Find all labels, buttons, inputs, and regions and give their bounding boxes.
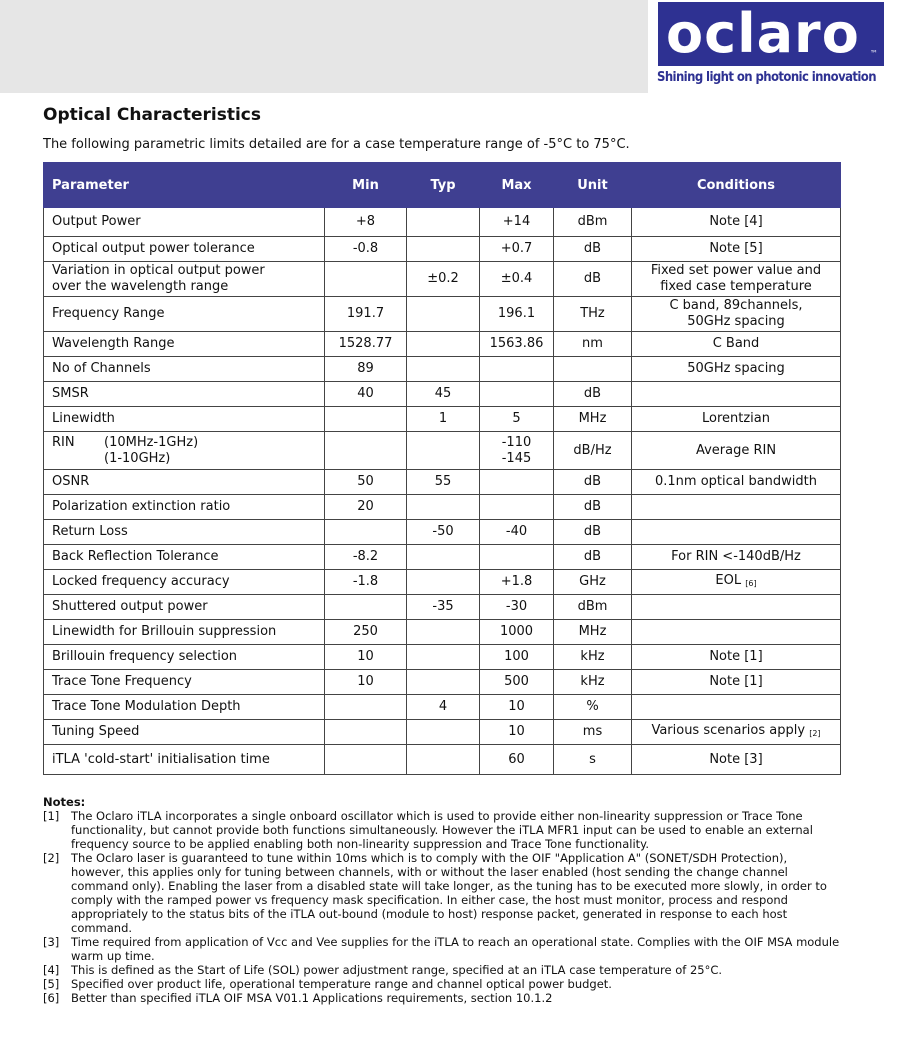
note-text: This is defined as the Start of Life (SOL) power adjustment range, specified at an iTLA case temperature of 25°C. [71,963,723,977]
conditions-cell [632,720,841,745]
typ-cell [407,332,480,357]
typ-cell: ±0.2 [407,262,480,297]
min-cell: 89 [325,357,407,382]
max-cell: 10 [480,720,554,745]
unit-cell: dB [554,495,632,520]
min-cell: 20 [325,495,407,520]
conditions-text: Lorentzian [701,411,770,426]
conditions-text: 50GHz spacing [687,361,785,376]
column-header: Min [325,163,407,208]
max-cell: 196.1 [480,297,554,332]
table-row [44,520,841,545]
unit-cell: THz [554,297,632,332]
min-cell [325,432,407,470]
parameter-cell: Polarization extinction ratio [44,495,325,520]
max-cell: 10 [480,695,554,720]
table-row [44,470,841,495]
conditions-cell [632,332,841,357]
conditions-text: For RIN <-140dB/Hz [671,549,801,564]
min-cell [325,595,407,620]
notes-title: Notes: [43,795,86,809]
min-cell [325,262,407,297]
typ-cell: 55 [407,470,480,495]
parameter-cell: OSNR [44,470,325,495]
note-text: The Oclaro iTLA incorporates a single onboard oscillator which is used to provide either non-linearity suppression or Trace Tone functionality, but cannot provide both functions simultaneously. However the iTLA MFR1 input can be used to enable an external frequency source to be applied enabling both non-linearity suppression and Trace Tone functionality. [71,809,813,851]
note-item [43,809,843,851]
typ-cell [407,432,480,470]
typ-cell [407,297,480,332]
conditions-cell [632,495,841,520]
min-cell: 191.7 [325,297,407,332]
parameter-cell: Variation in optical output power over the wavelength range [44,262,325,297]
notes-section [43,795,843,1005]
note-number: [5] [43,977,60,991]
max-cell: 100 [480,645,554,670]
table-row [44,745,841,775]
typ-cell: 4 [407,695,480,720]
min-cell: 50 [325,470,407,495]
conditions-cell [632,382,841,407]
min-cell: 250 [325,620,407,645]
max-cell: -110 -145 [480,432,554,470]
unit-cell: dBm [554,208,632,237]
conditions-text: Note [1] [709,649,763,664]
min-cell: +8 [325,208,407,237]
parameter-cell: Back Reflection Tolerance [44,545,325,570]
max-cell: +14 [480,208,554,237]
note-number: [6] [43,991,60,1005]
conditions-text: Note [5] [709,241,763,256]
min-cell: 10 [325,645,407,670]
conditions-cell [632,620,841,645]
typ-cell [407,208,480,237]
min-cell: -1.8 [325,570,407,595]
table-row [44,262,841,297]
unit-cell: dB [554,545,632,570]
conditions-text: C Band [712,336,760,351]
optical-characteristics-table [43,162,841,775]
max-cell: 500 [480,670,554,695]
typ-cell [407,570,480,595]
typ-cell [407,495,480,520]
parameter-cell: Linewidth for Brillouin suppression [44,620,325,645]
typ-cell [407,670,480,695]
max-cell [480,470,554,495]
parameter-label: RIN [52,434,75,450]
conditions-text: Note [3] [709,751,763,767]
note-item [43,935,843,963]
typ-cell [407,720,480,745]
typ-cell [407,745,480,775]
typ-cell [407,357,480,382]
trademark-icon: ™ [870,49,878,58]
conditions-cell [632,670,841,695]
column-header: Unit [554,163,632,208]
note-text: Time required from application of Vcc and Vee supplies for the iTLA to reach an operational state. Complies with the OIF MSA module warm up time. [71,935,840,963]
unit-cell: dB [554,237,632,262]
min-cell: 1528.77 [325,332,407,357]
conditions-text: 0.1nm optical bandwidth [654,474,818,489]
max-cell [480,382,554,407]
min-cell: 40 [325,382,407,407]
max-cell: -30 [480,595,554,620]
parameter-cell: iTLA 'cold-start' initialisation time [44,745,325,775]
min-cell: -0.8 [325,237,407,262]
table-row [44,495,841,520]
footnote-ref: [6] [745,578,757,588]
header-band [0,0,648,93]
unit-cell: dB [554,262,632,297]
table-row [44,432,841,470]
unit-cell: kHz [554,645,632,670]
conditions-text: Note [4] [709,214,763,229]
column-header: Parameter [44,163,325,208]
conditions-cell [632,432,841,470]
max-cell [480,495,554,520]
typ-cell: 1 [407,407,480,432]
logo-wordmark: oclaro [666,2,860,65]
note-number: [4] [43,963,60,977]
min-cell [325,720,407,745]
conditions-cell [632,520,841,545]
parameter-cell: Shuttered output power [44,595,325,620]
min-cell: 10 [325,670,407,695]
unit-cell [554,357,632,382]
max-cell: 60 [480,745,554,775]
parameter-cell: Frequency Range [44,297,325,332]
note-item [43,977,843,991]
max-cell [480,357,554,382]
min-cell [325,695,407,720]
table-row [44,545,841,570]
conditions-cell [632,645,841,670]
unit-cell: % [554,695,632,720]
parameter-cell: Return Loss [44,520,325,545]
conditions-cell [632,262,841,297]
unit-cell: dB [554,520,632,545]
conditions-text: Fixed set power value and fixed case temperature [650,263,822,294]
section-title: Optical Characteristics [43,105,261,125]
intro-text: The following parametric limits detailed are for a case temperature range of -5°C to 75°C. [43,137,630,152]
unit-cell: dB [554,382,632,407]
table-row [44,407,841,432]
parameter-cell: No of Channels [44,357,325,382]
max-cell: +1.8 [480,570,554,595]
table-header-row [44,163,841,208]
conditions-cell [632,570,841,595]
conditions-text: Note [1] [709,674,763,689]
footnote-ref: [2] [809,728,821,738]
note-text: Specified over product life, operational temperature range and channel optical power budget. [71,977,612,991]
note-number: [3] [43,935,60,949]
note-item [43,991,843,1005]
note-item [43,851,843,935]
table-row [44,357,841,382]
unit-cell: ms [554,720,632,745]
conditions-cell [632,208,841,237]
table-row [44,570,841,595]
conditions-text: Various scenarios apply [651,722,806,738]
column-header: Conditions [632,163,841,208]
typ-cell [407,237,480,262]
column-header: Max [480,163,554,208]
unit-cell: s [554,745,632,775]
note-item [43,963,843,977]
conditions-text: Average RIN [695,442,777,458]
column-header: Typ [407,163,480,208]
table-row [44,595,841,620]
parameter-cell: Trace Tone Frequency [44,670,325,695]
parameter-cell: Brillouin frequency selection [44,645,325,670]
max-cell: 1563.86 [480,332,554,357]
conditions-cell [632,297,841,332]
note-number: [1] [43,809,60,823]
table-row [44,645,841,670]
conditions-text: C band, 89channels, 50GHz spacing [669,298,803,329]
table-row [44,670,841,695]
typ-cell [407,645,480,670]
unit-cell: dB/Hz [554,432,632,470]
conditions-cell [632,745,841,775]
max-cell: ±0.4 [480,262,554,297]
min-cell [325,407,407,432]
conditions-text: EOL [715,572,742,588]
parameter-cell: Output Power [44,208,325,237]
conditions-cell [632,470,841,495]
parameter-cell: Linewidth [44,407,325,432]
min-cell [325,745,407,775]
note-number: [2] [43,851,60,865]
notes-list [43,809,843,1005]
unit-cell: kHz [554,670,632,695]
typ-cell [407,545,480,570]
unit-cell: dBm [554,595,632,620]
parameter-cell [44,432,325,470]
parameter-cell: Trace Tone Modulation Depth [44,695,325,720]
unit-cell: nm [554,332,632,357]
logo-tagline: Shining light on photonic innovation [657,70,876,85]
unit-cell: MHz [554,620,632,645]
parameter-cell: Wavelength Range [44,332,325,357]
max-cell: +0.7 [480,237,554,262]
table-row [44,382,841,407]
table-row [44,332,841,357]
table-row [44,237,841,262]
conditions-cell [632,357,841,382]
unit-cell: dB [554,470,632,495]
conditions-cell [632,407,841,432]
parameter-cell: Tuning Speed [44,720,325,745]
conditions-cell [632,545,841,570]
min-cell [325,520,407,545]
table-body [44,208,841,775]
table-row [44,620,841,645]
max-cell: -40 [480,520,554,545]
rin-frequency-ranges: (10MHz-1GHz) (1-10GHz) [104,434,199,466]
max-cell: 1000 [480,620,554,645]
max-cell [480,545,554,570]
max-cell: 5 [480,407,554,432]
conditions-cell [632,237,841,262]
unit-cell: MHz [554,407,632,432]
oclaro-logo [658,2,884,66]
parameter-cell: Optical output power tolerance [44,237,325,262]
table-row [44,297,841,332]
conditions-cell [632,595,841,620]
note-text: The Oclaro laser is guaranteed to tune within 10ms which is to comply with the OIF "Application A" (SONET/SDH Protection), however, this applies only for tuning between channels, with or without the laser enabled (host sending the change channel command only). Enabling the laser from a disabled state will take longer, as the tuning has to be executed more slowly, in order to comply with the ramped power vs frequency mask specification. In either case, the host must monitor, process and respond appropriately to the status bits of the iTLA out-bound (module to host) response packet, generated in response to each host command. [71,851,827,935]
min-cell: -8.2 [325,545,407,570]
table-row [44,695,841,720]
conditions-cell [632,695,841,720]
typ-cell: -50 [407,520,480,545]
typ-cell: -35 [407,595,480,620]
typ-cell: 45 [407,382,480,407]
unit-cell: GHz [554,570,632,595]
table-row [44,720,841,745]
note-text: Better than specified iTLA OIF MSA V01.1 Applications requirements, section 10.1.2 [71,991,553,1005]
parameter-cell: Locked frequency accuracy [44,570,325,595]
typ-cell [407,620,480,645]
table-row [44,208,841,237]
parameter-cell: SMSR [44,382,325,407]
